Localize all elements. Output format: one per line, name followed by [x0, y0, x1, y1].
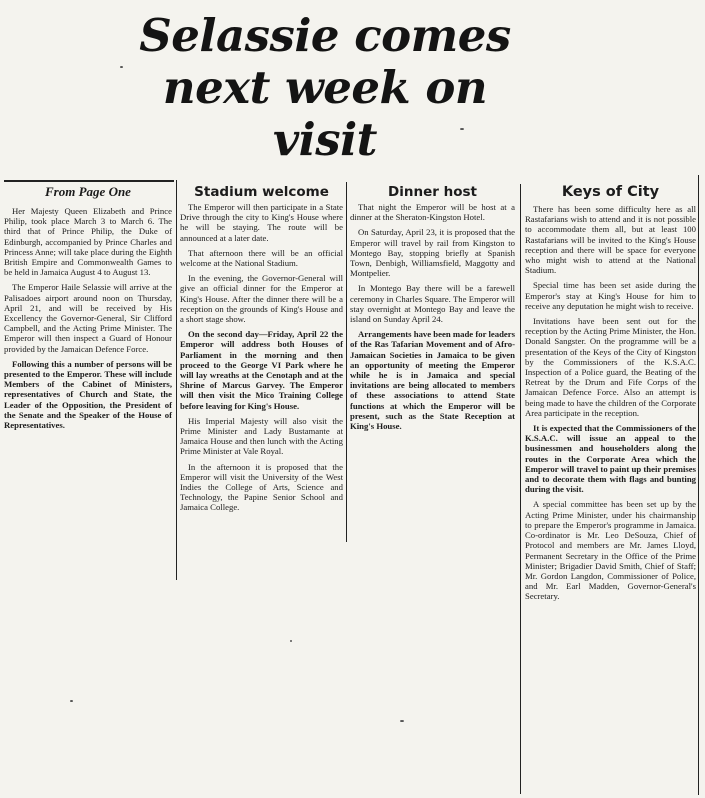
print-speck	[400, 720, 404, 722]
paragraph: Arrangements have been made for leaders of the Ras Tafarian Movement and of Afro-Jamaican Societies in Jamaica to be given an opportunity of meeting the Emperor while he is in Jamaica and special invitations are being allocated to members of these associations to attend State functions at which the Emperor will be present, such as the State Reception at King's House.	[350, 329, 515, 432]
paragraph: On Saturday, April 23, it is proposed that the Emperor will travel by rail from Kingston to Montego Bay, stopping briefly at Spanish Town, Denbigh, Williamsfield, Maggotty and Montpelier.	[350, 227, 515, 279]
article-column-4	[525, 184, 696, 607]
print-speck	[460, 128, 464, 130]
continuation-kicker: From Page One	[45, 184, 131, 199]
column-rule	[520, 184, 521, 794]
article-column-3	[350, 184, 515, 436]
paragraph: Special time has been set aside during the Emperor's stay at King's House for him to receive any deputation he might wish to receive.	[525, 280, 696, 311]
print-speck	[290, 640, 292, 642]
subhead-keys-of-city: Keys of City	[561, 184, 660, 200]
paragraph: There has been some difficulty here as all Rastafarians wish to attend and it is not possible to accommodate them all, but at least 100 Rastafarians will be invited to the King's House reception and there will be space for everyone who might wish to attend at the National Stadium.	[525, 204, 696, 276]
paragraph: In the evening, the Governor-General will give an official dinner for the Emperor at King's House. After the dinner there will be a reception on the grounds of King's House and a short stage show.	[180, 273, 343, 325]
print-speck	[70, 700, 73, 702]
paragraph: Invitations have been sent out for the reception by the Acting Prime Minister, the Hon. Donald Sangster. On the programme will be a presentation of the Keys of the City of Kingston by the Commissioners of the K.S.A.C. Inspection of a Police guard, the Beating of the Retreat by the Drum and Fife Corps of the Jamaican Defence Force. Also an attempt is being made to have the children of the Corporate Area participate in the reception.	[525, 316, 696, 418]
paragraph: The Emperor will then participate in a State Drive through the city to King's House where he will be staying. The route will be announced at a later date.	[180, 202, 343, 243]
print-speck	[120, 66, 123, 68]
paragraph: In the afternoon it is proposed that the Emperor will visit the University of the West Indies the College of Arts, Science and Technology, the Papine Senior School and Jamaica College.	[180, 461, 343, 513]
headline: Selassie comes next week on visit	[139, 9, 511, 166]
paragraph: On the second day—Friday, April 22 the Emperor will address both Houses of Parliament in the morning and then proceed to the George VI Park where he will lay wreaths at the Cenotaph and at the Shrine of Marcus Garvey. The Emperor will then visit the Mico Training College before leaving for King's House.	[180, 329, 343, 411]
paragraph: Her Majesty Queen Elizabeth and Prince Philip, took place March 3 to March 6. The third that of Prince Philip, the Duke of Edinburgh, accompanied by Prince Charles and Princess Anne; will take place during the Eighth British Empire and Commonwealth Games to be held in Jamaica August 4 to August 13.	[4, 206, 172, 278]
paragraph: That afternoon there will be an official welcome at the National Stadium.	[180, 247, 343, 269]
subhead-dinner-host: Dinner host	[388, 184, 477, 200]
paragraph: A special committee has been set up by the Acting Prime Minister, under his chairmanship to prepare the Emperor's programme in Jamaica. Co-ordinator is Mr. Leo DeSouza, Chief of Protocol and members are Mr. James Lloyd, Permanent Secretary in the Office of the Prime Minister; Brigadier David Smith, Chief of Staff; Mr. Gordon Langdon, Commissioner of Police, and Mr. Earl Madden, Governor-General's Secretary.	[525, 499, 696, 602]
paragraph: In Montego Bay there will be a farewell ceremony in Charles Square. The Emperor will stay overnight at Montego Bay and leave the island on Sunday April 24.	[350, 283, 515, 325]
column-rule	[4, 180, 174, 182]
column-rule	[176, 180, 177, 580]
column-rule	[346, 182, 347, 542]
paragraph: His Imperial Majesty will also visit the Prime Minister and Lady Bustamante at Jamaica House and then lunch with the Acting Prime Minister at Vale Royal.	[180, 415, 343, 457]
paragraph: That night the Emperor will be host at a dinner at the Sheraton-Kingston Hotel.	[350, 202, 515, 223]
paragraph: The Emperor Haile Selassie will arrive at the Palisadoes airport around noon on Thursday, April 21, and will be received by His Excellency the Governor-General, Sir Clifford Campbell, and the Acting Prime Minister. The Emperor will then inspect a Guard of Honour provided by the Jamaican Defence Force.	[4, 282, 172, 354]
paragraph: It is expected that the Commissioners of the K.S.A.C. will issue an appeal to the businessmen and householders along the routes in the Corporate Area which the Emperor will travel to paint up their premises and to decorate them with flags and bunting during the visit.	[525, 423, 696, 495]
article-column-1	[4, 184, 172, 435]
paragraph: Following this a number of persons will be presented to the Emperor. These will include Members of the Cabinet of Ministers, representatives of Church and State, the Leader of the Opposition, the President of the Senate and the Speaker of the House of Representatives.	[4, 358, 172, 431]
subhead-stadium-welcome: Stadium welcome	[194, 184, 329, 200]
article-column-2	[180, 184, 343, 518]
column-rule	[698, 175, 699, 795]
